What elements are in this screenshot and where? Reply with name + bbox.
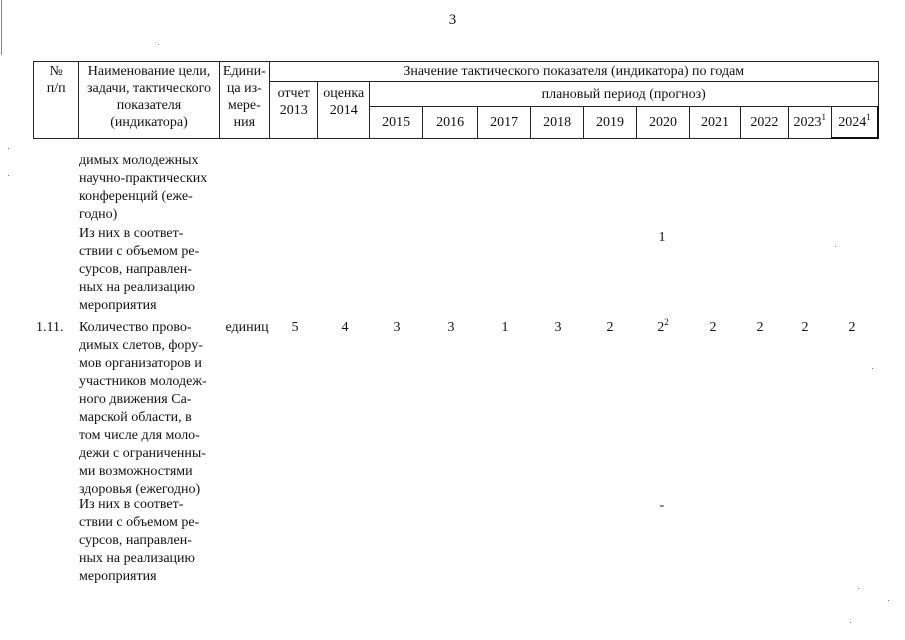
footnote-mark-2020: 2 bbox=[664, 317, 669, 327]
header-group-title: Значение тактического показателя (индикатора) по годам bbox=[270, 62, 878, 82]
value-2023: 2 bbox=[801, 320, 809, 335]
text-line: марской области, в bbox=[79, 410, 192, 425]
text-line: Из них в соответ- bbox=[79, 226, 184, 241]
text-line: ных на реализацию bbox=[79, 280, 195, 295]
header-unit-line-3: мере- bbox=[227, 98, 261, 113]
page-number: 3 bbox=[448, 12, 457, 28]
text-line: участников молодеж- bbox=[79, 374, 207, 389]
text-line: дежи с ограниченны- bbox=[79, 446, 206, 461]
sub-a-value-2020: 1 bbox=[658, 230, 666, 245]
header-name-line-2: задачи, тактического bbox=[86, 81, 212, 96]
scan-speck bbox=[8, 175, 9, 176]
text-line: ми возможностями bbox=[79, 464, 193, 479]
sub-b-name bbox=[79, 496, 219, 586]
header-report-label: отчет bbox=[277, 86, 310, 101]
header-name-cell bbox=[79, 62, 219, 139]
text-line: димых молодежных bbox=[79, 153, 199, 168]
header-year-2017: 2017 bbox=[477, 107, 530, 139]
header-unit-line-4: ния bbox=[233, 115, 256, 130]
text-line: мероприятия bbox=[79, 298, 157, 313]
text-line: ного движения Са- bbox=[79, 392, 192, 407]
value-2013: 5 bbox=[291, 320, 299, 335]
header-year-2024-cell bbox=[831, 107, 878, 139]
scan-speck bbox=[835, 246, 836, 247]
continuation-name bbox=[79, 152, 219, 224]
header-name-line-4: (индикатора) bbox=[110, 115, 188, 130]
footnote-mark-2024: 1 bbox=[866, 111, 871, 122]
header-year-2015: 2015 bbox=[369, 107, 422, 139]
header-number-cell bbox=[34, 62, 79, 139]
header-plan-title: плановый период (прогноз) bbox=[369, 82, 878, 107]
text-line: сурсов, направлен- bbox=[79, 262, 192, 277]
row-number-1-11: 1.11. bbox=[36, 320, 64, 335]
text-line: димых слетов, фору- bbox=[79, 338, 203, 353]
footnote-mark-2023: 1 bbox=[821, 111, 827, 122]
value-2024: 2 bbox=[848, 320, 856, 335]
value-2016: 3 bbox=[447, 320, 455, 335]
header-unit-line-1: Едини- bbox=[222, 64, 266, 79]
text-line: ствии с объемом ре- bbox=[79, 515, 200, 530]
value-2020: 2 bbox=[657, 320, 665, 335]
header-year-2023-cell bbox=[788, 107, 831, 139]
text-line: здоровья (ежегодно) bbox=[79, 482, 201, 497]
text-line: ствии с объемом ре- bbox=[79, 244, 200, 259]
value-2022: 2 bbox=[756, 320, 764, 335]
header-year-2020: 2020 bbox=[637, 107, 689, 139]
header-year-2024: 2024 bbox=[838, 114, 867, 130]
text-line: годно) bbox=[79, 207, 118, 222]
header-report-cell bbox=[270, 82, 318, 139]
header-name-line-1: Наименование цели, bbox=[87, 64, 211, 79]
text-line: мов организаторов и bbox=[79, 356, 202, 371]
text-line: сурсов, направлен- bbox=[79, 533, 192, 548]
text-line: Количество прово- bbox=[79, 320, 192, 335]
sub-a-name bbox=[79, 225, 219, 315]
value-2020-cell bbox=[643, 319, 683, 337]
scan-speck bbox=[158, 44, 159, 45]
text-line: Из них в соответ- bbox=[79, 497, 184, 512]
header-estimate-label: оценка bbox=[323, 86, 365, 101]
indicator-header-table bbox=[33, 61, 879, 139]
value-2014: 4 bbox=[341, 320, 349, 335]
header-year-2018: 2018 bbox=[531, 107, 583, 139]
text-line: научно-практических bbox=[79, 171, 208, 186]
header-year-2021: 2021 bbox=[689, 107, 740, 139]
value-2019: 2 bbox=[606, 320, 614, 335]
header-unit-cell bbox=[219, 62, 269, 139]
sub-b-value-2020: - bbox=[659, 498, 665, 513]
scan-speck bbox=[872, 368, 873, 369]
header-report-year: 2013 bbox=[279, 103, 308, 118]
row-1-11-unit: единиц bbox=[225, 320, 269, 335]
value-2018: 3 bbox=[554, 320, 562, 335]
text-line: том числе для моло- bbox=[79, 428, 200, 443]
header-name-line-3: показателя bbox=[116, 98, 182, 113]
value-2015: 3 bbox=[393, 320, 401, 335]
header-number-line-2: п/п bbox=[46, 81, 66, 96]
scan-speck bbox=[8, 148, 9, 149]
scan-speck bbox=[888, 600, 889, 601]
header-year-2022: 2022 bbox=[741, 107, 788, 139]
header-number-line-1: № bbox=[49, 64, 63, 79]
header-year-2023: 2023 bbox=[793, 114, 822, 130]
header-unit-line-2: ца из- bbox=[226, 81, 262, 96]
header-year-2019: 2019 bbox=[583, 107, 636, 139]
header-estimate-year: 2014 bbox=[329, 103, 358, 118]
scan-speck bbox=[858, 588, 859, 589]
value-2017: 1 bbox=[501, 320, 509, 335]
row-1-11-name bbox=[79, 319, 219, 499]
text-line: мероприятия bbox=[79, 569, 157, 584]
header-year-2016: 2016 bbox=[423, 107, 477, 139]
text-line: ных на реализацию bbox=[79, 551, 195, 566]
scan-speck bbox=[850, 622, 851, 623]
text-line: конференций (еже- bbox=[79, 189, 193, 204]
header-estimate-cell bbox=[318, 82, 369, 139]
value-2021: 2 bbox=[709, 320, 717, 335]
